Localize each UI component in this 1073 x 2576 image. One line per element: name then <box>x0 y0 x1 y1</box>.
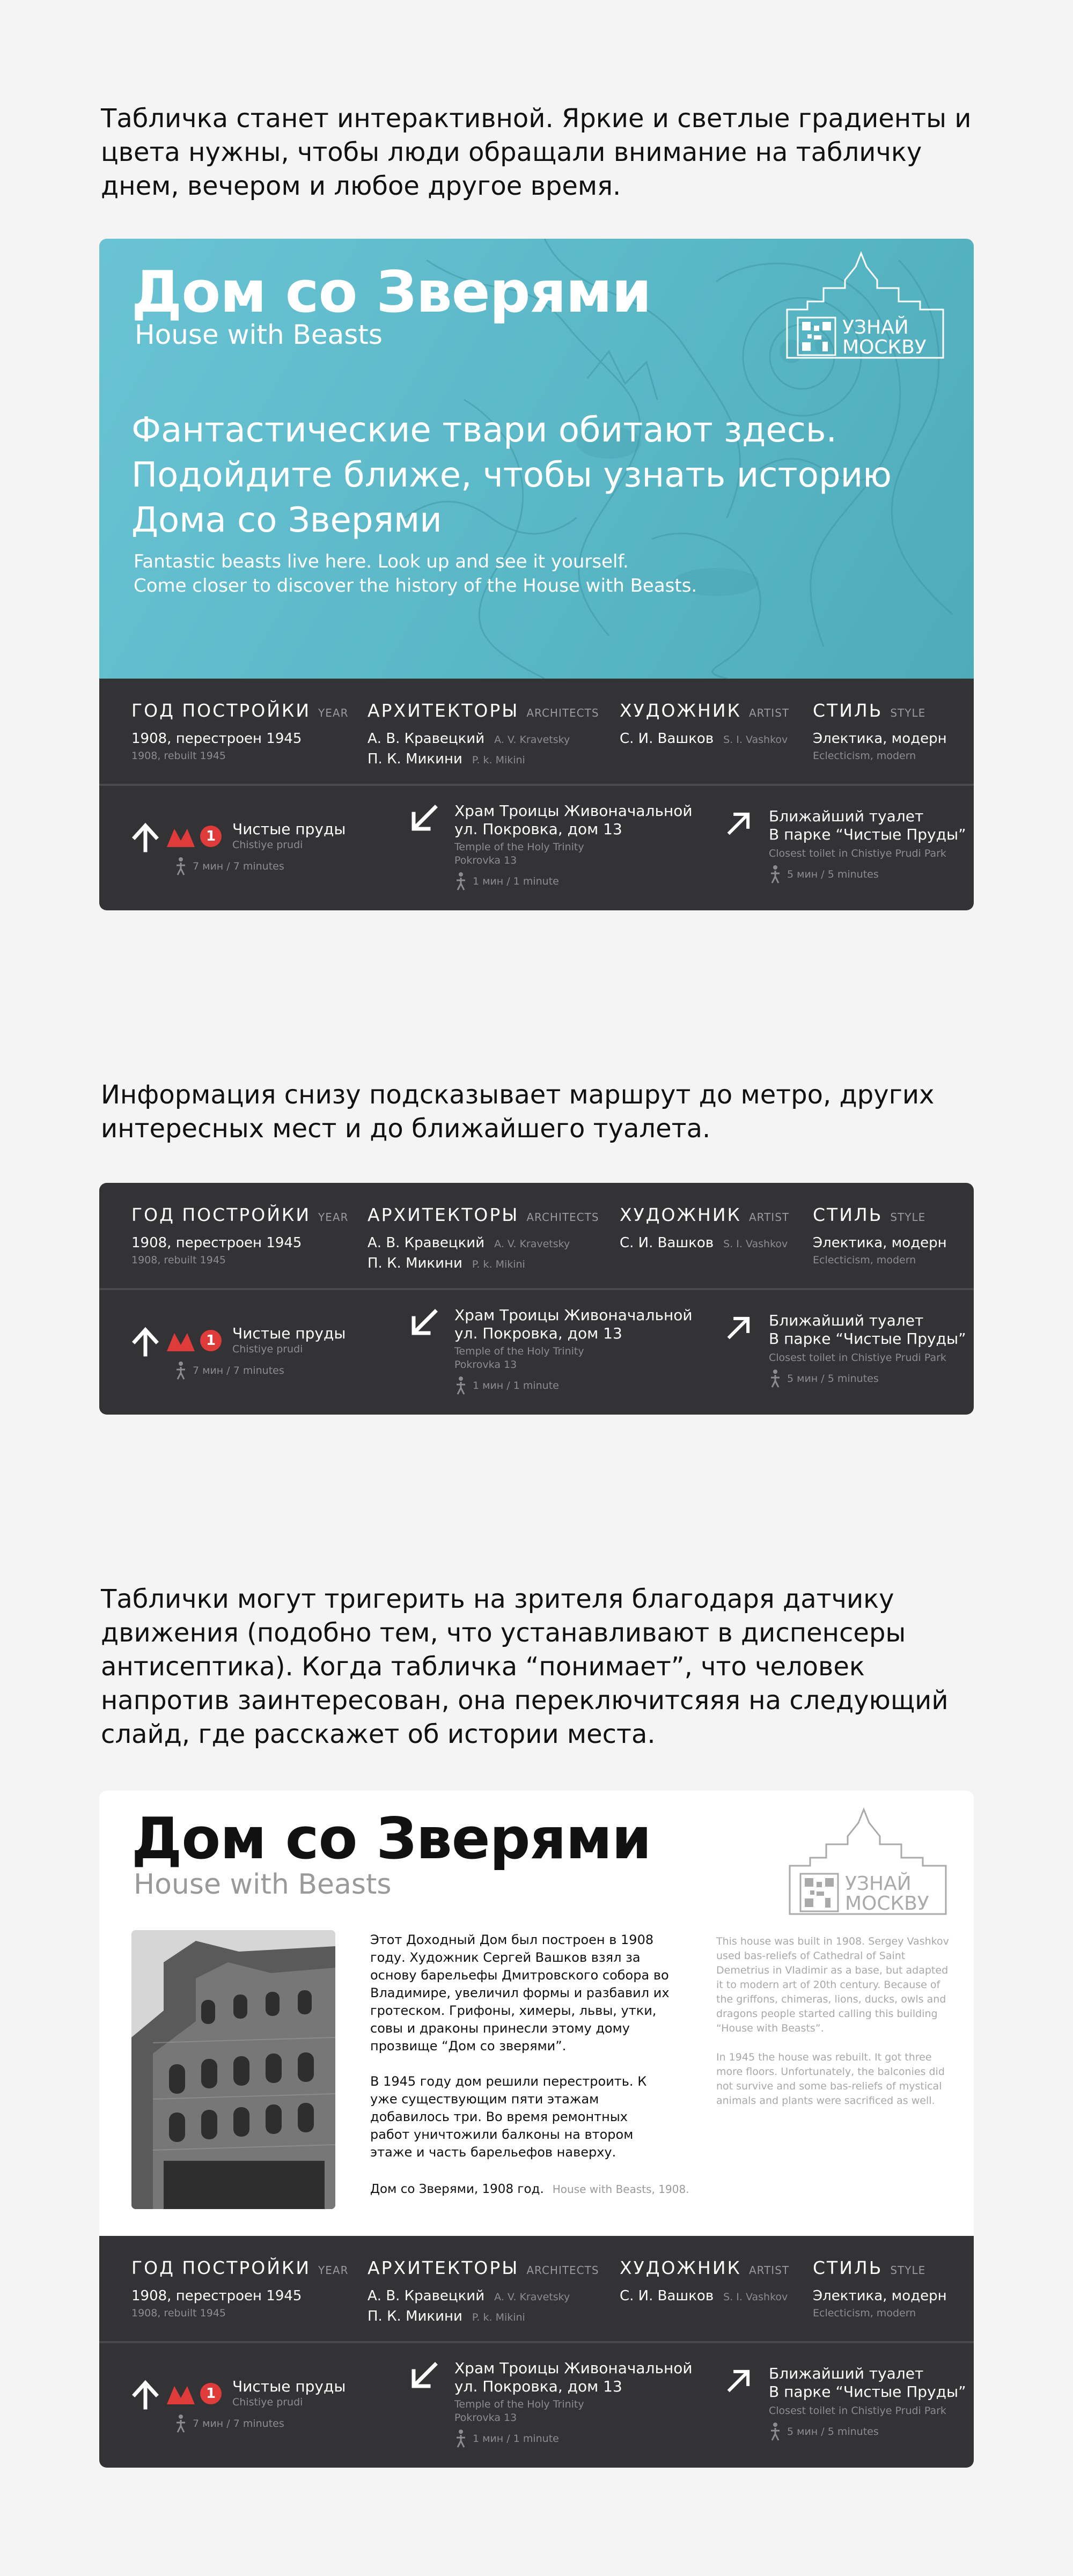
style-label: СТИЛЬ <box>813 1204 883 1225</box>
history-en-paragraph-1: This house was built in 1908. Sergey Vashkov used bas-reliefs of Cathedral of Saint Demetrius in Vladimir as a base, but adapted it to modern art of 20th century. Because of the griffons, chimeras, lions, ducks, owls and dragons people started calling this building “House with Beasts”. <box>716 1935 949 2034</box>
architect-2: П. К. Микини <box>368 751 462 767</box>
church-name-en: Temple of the Holy Trinity <box>454 2398 584 2410</box>
architect-2-en: P. k. Mikini <box>472 754 525 766</box>
year-value: 1908, перестроен 1945 <box>131 2288 302 2304</box>
intro-text-3: Таблички могут тригерить на зрителя благодаря датчику движения (подобно тем, что устанавливают в диспенсеры антисептика). Когда табличка “понимает”, что человек напротив заинтересован, она переключитсяяя на следующий слайд, где расскажет об истории места. <box>101 1584 949 1749</box>
hero-subtitle: House with Beasts <box>135 319 383 350</box>
year-label-en: YEAR <box>318 1211 349 1224</box>
metro-walk <box>174 1361 284 1380</box>
logo-line1: УЗНАЙ <box>842 317 909 338</box>
artist-label-en: ARTIST <box>748 2264 790 2277</box>
architect-1: А. В. Кравецкий <box>368 731 485 747</box>
hero-headline-en-line2: Come closer to discover the history of the House with Beasts. <box>134 575 697 597</box>
metro-name: Чистые пруды <box>232 820 346 838</box>
style-label: СТИЛЬ <box>813 2257 883 2278</box>
church-address: ул. Покровка, дом 13 <box>454 820 622 838</box>
sign-info <box>99 1183 974 1415</box>
toilet-walk <box>769 865 966 884</box>
metro-name-en: Chistiye prudi <box>232 2396 303 2408</box>
church-name-en: Temple of the Holy Trinity <box>454 1345 584 1357</box>
hero-panel <box>99 239 974 679</box>
history-slide <box>99 1791 974 2236</box>
church-address-en: Pokrovka 13 <box>454 1359 517 1371</box>
architects-label-en: ARCHITECTS <box>526 1211 599 1224</box>
metro-info <box>232 1324 346 1356</box>
artist-label: ХУДОЖНИК <box>620 700 741 721</box>
church-walk-time: 1 мин / 1 minute <box>473 875 559 887</box>
toilet-info <box>769 1312 966 1388</box>
style-value-en: Eclecticism, modern <box>813 750 916 762</box>
walking-person-icon <box>174 857 187 876</box>
artist-label-en: ARTIST <box>748 1211 790 1224</box>
hero-headline: Фантастические твари обитают здесь. Подойдите ближе, чтобы узнать историю Дома со Зверями <box>131 410 892 540</box>
year-label-en: YEAR <box>318 2264 349 2277</box>
metro-name-en: Chistiye prudi <box>232 839 303 851</box>
architects-label-en: ARCHITECTS <box>526 2264 599 2277</box>
info-panel <box>99 2236 974 2468</box>
artist-label: ХУДОЖНИК <box>620 1204 741 1225</box>
artist-value: С. И. Вашков <box>620 731 714 747</box>
architects-column <box>368 2257 599 2324</box>
year-value: 1908, перестроен 1945 <box>131 731 302 747</box>
info-row <box>99 2236 974 2343</box>
architect-2: П. К. Микини <box>368 2308 462 2324</box>
metro-line-badge: 1 <box>200 1330 222 1351</box>
style-value: Электика, модерн <box>813 1235 947 1251</box>
church-walk <box>454 2429 693 2448</box>
metro-logo-icon <box>166 2384 196 2405</box>
style-label-en: STYLE <box>890 2264 926 2277</box>
church-info <box>454 1306 693 1395</box>
metro-logo-icon <box>166 827 196 848</box>
walking-person-icon <box>454 1376 467 1395</box>
architect-2-en: P. k. Mikini <box>472 1258 525 1270</box>
toilet-walk-time: 5 мин / 5 minutes <box>787 1373 879 1385</box>
church-walk-time: 1 мин / 1 minute <box>473 2433 559 2445</box>
artist-value-en: S. I. Vashkov <box>723 2291 788 2303</box>
artist-value-en: S. I. Vashkov <box>723 734 788 746</box>
logo-line2: МОСКВУ <box>845 1893 929 1915</box>
history-ru-paragraph-1: Этот Доходный Дом был построен в 1908 году. Художник Сергей Вашков взял за основу барельефы Дмитровского собора во Владимире, увеличил формы и разбавил их гротеском. Грифоны, химеры, львы, утки, совы и драконы принесли этому дому прозвище “Дом со зверями”. <box>370 1932 670 2054</box>
toilet-walk-time: 5 мин / 5 minutes <box>787 2426 879 2438</box>
church-name: Храм Троицы Живоначальной <box>454 2359 693 2377</box>
artist-column <box>620 700 789 747</box>
info-panel <box>99 679 974 910</box>
uznai-moskvu-logo <box>786 251 944 363</box>
artist-label-en: ARTIST <box>748 706 790 719</box>
church-address: ул. Покровка, дом 13 <box>454 2378 622 2395</box>
sign-hero <box>99 239 974 910</box>
style-label: СТИЛЬ <box>813 700 883 721</box>
style-value-en: Eclecticism, modern <box>813 2307 916 2319</box>
arrow-up-icon <box>130 1327 160 1357</box>
hero-title: Дом со Зверями <box>131 259 651 325</box>
church-walk-time: 1 мин / 1 minute <box>473 1380 559 1392</box>
year-value-en: 1908, rebuilt 1945 <box>131 1254 226 1266</box>
artist-column <box>620 1204 789 1251</box>
year-label: ГОД ПОСТРОЙКИ <box>131 1204 311 1225</box>
metro-name-en: Chistiye prudi <box>232 1343 303 1355</box>
year-column <box>131 2257 348 2319</box>
artist-value-en: S. I. Vashkov <box>723 1238 788 1250</box>
intro-text-1: Табличка станет интерактивной. Яркие и светлые градиенты и цвета нужны, чтобы люди обращали внимание на табличку днем, вечером и любое другое время. <box>101 104 972 201</box>
architect-1: А. В. Кравецкий <box>368 2288 485 2304</box>
arrow-up-icon <box>130 822 160 852</box>
metro-walk <box>174 2414 284 2433</box>
architects-label: АРХИТЕКТОРЫ <box>368 700 519 721</box>
toilet-info <box>769 2365 966 2441</box>
style-label-en: STYLE <box>890 1211 926 1224</box>
metro-name: Чистые пруды <box>232 1324 346 1342</box>
uznai-moskvu-logo <box>789 1807 947 1919</box>
arrow-up-icon <box>130 2380 160 2410</box>
toilet-en: Closest toilet in Chistiye Prudi Park <box>769 2405 946 2417</box>
artist-label: ХУДОЖНИК <box>620 2257 741 2278</box>
history-text-en <box>716 1934 952 2123</box>
metro-line-badge: 1 <box>200 2383 222 2404</box>
year-value-en: 1908, rebuilt 1945 <box>131 750 226 762</box>
year-column <box>131 700 348 762</box>
year-label-en: YEAR <box>318 706 349 719</box>
history-text-ru <box>370 1931 671 2179</box>
metro-walk-time: 7 мин / 7 minutes <box>193 1365 284 1377</box>
metro-walk-time: 7 мин / 7 minutes <box>193 2418 284 2430</box>
photo-caption <box>370 2182 689 2196</box>
house-photo <box>131 1930 335 2209</box>
church-info <box>454 2359 693 2448</box>
metro-line-badge: 1 <box>200 826 222 847</box>
church-walk <box>454 872 693 891</box>
walking-person-icon <box>174 1361 187 1380</box>
toilet-en: Closest toilet in Chistiye Prudi Park <box>769 848 946 859</box>
walking-person-icon <box>174 2414 187 2433</box>
arrow-up-right-icon <box>726 1315 752 1341</box>
architects-label-en: ARCHITECTS <box>526 706 599 719</box>
toilet-en: Closest toilet in Chistiye Prudi Park <box>769 1352 946 1364</box>
artist-value: С. И. Вашков <box>620 2288 714 2304</box>
toilet-location: В парке “Чистые Пруды” <box>769 2383 966 2401</box>
architects-column <box>368 1204 599 1271</box>
photo-caption-en: House with Beasts, 1908. <box>552 2183 689 2196</box>
arrow-down-left-icon <box>409 2360 439 2390</box>
architects-label: АРХИТЕКТОРЫ <box>368 2257 519 2278</box>
toilet-walk <box>769 2422 966 2441</box>
metro-info <box>232 820 346 852</box>
year-value: 1908, перестроен 1945 <box>131 1235 302 1251</box>
metro-logo-icon <box>166 1331 196 1352</box>
slide-title: Дом со Зверями <box>131 1806 651 1872</box>
metro-name: Чистые пруды <box>232 2378 346 2395</box>
hero-headline-en <box>134 550 885 598</box>
walking-person-icon <box>769 865 782 884</box>
toilet-title: Ближайший туалет <box>769 807 924 825</box>
toilet-walk-time: 5 мин / 5 minutes <box>787 869 879 880</box>
artist-value: С. И. Вашков <box>620 1235 714 1251</box>
metro-walk-time: 7 мин / 7 minutes <box>193 860 284 872</box>
year-label: ГОД ПОСТРОЙКИ <box>131 2257 311 2278</box>
house-building-image <box>131 1930 335 2209</box>
style-value: Электика, модерн <box>813 2288 947 2304</box>
nav-row <box>99 1290 974 1415</box>
year-label: ГОД ПОСТРОЙКИ <box>131 700 311 721</box>
arrow-up-right-icon <box>726 811 752 836</box>
architect-2: П. К. Микини <box>368 1255 462 1271</box>
architect-2-en: P. k. Mikini <box>472 2312 525 2323</box>
architect-1-en: A. V. Kravetsky <box>494 2291 570 2303</box>
metro-walk <box>174 857 284 876</box>
metro-info <box>232 2378 346 2409</box>
walking-person-icon <box>454 872 467 891</box>
church-name-en: Temple of the Holy Trinity <box>454 841 584 853</box>
year-column <box>131 1204 348 1266</box>
photo-caption-ru: Дом со Зверями, 1908 год. <box>370 2182 544 2196</box>
toilet-title: Ближайший туалет <box>769 1312 924 1329</box>
info-row <box>99 679 974 786</box>
info-row <box>99 1183 974 1290</box>
toilet-walk <box>769 1369 966 1388</box>
intro-text-2: Информация снизу подсказывает маршрут до метро, других интересных мест и до ближайшего туалета. <box>101 1080 935 1144</box>
church-address-en: Pokrovka 13 <box>454 2412 517 2424</box>
toilet-location: В парке “Чистые Пруды” <box>769 1330 966 1348</box>
hero-headline-en-line1: Fantastic beasts live here. Look up and see it yourself. <box>134 551 629 572</box>
style-value: Электика, модерн <box>813 731 947 747</box>
architects-label: АРХИТЕКТОРЫ <box>368 1204 519 1225</box>
toilet-info <box>769 807 966 884</box>
style-column <box>813 2257 947 2319</box>
artist-column <box>620 2257 789 2304</box>
church-name: Храм Троицы Живоначальной <box>454 1306 693 1324</box>
info-panel <box>99 1183 974 1415</box>
architect-1: А. В. Кравецкий <box>368 1235 485 1251</box>
church-address: ул. Покровка, дом 13 <box>454 1324 622 1342</box>
architect-1-en: A. V. Kravetsky <box>494 1238 570 1250</box>
toilet-location: В парке “Чистые Пруды” <box>769 826 966 843</box>
architects-column <box>368 700 599 767</box>
history-ru-paragraph-2: В 1945 году дом решили перестроить. К уже существующим пяти этажам добавилось три. Во время ремонтных работ уничтожили балконы на втором этаже и часть барельефов наверху. <box>370 2074 647 2160</box>
walking-person-icon <box>454 2429 467 2448</box>
nav-row <box>99 2343 974 2468</box>
walking-person-icon <box>769 1369 782 1388</box>
church-walk <box>454 1376 693 1395</box>
walking-person-icon <box>769 2422 782 2441</box>
nav-row <box>99 786 974 910</box>
history-en-paragraph-2: In 1945 the house was rebuilt. It got three more floors. Unfortunately, the balconies did not survive and some bas-reliefs of mystical animals and plants were sacrificed as well. <box>716 2051 945 2107</box>
year-value-en: 1908, rebuilt 1945 <box>131 2307 226 2319</box>
church-info <box>454 802 693 891</box>
arrow-down-left-icon <box>409 1307 439 1337</box>
logo-line2: МОСКВУ <box>842 336 927 358</box>
arrow-up-right-icon <box>726 2368 752 2394</box>
sign-history <box>99 1791 974 2468</box>
style-value-en: Eclecticism, modern <box>813 1254 916 1266</box>
toilet-title: Ближайший туалет <box>769 2365 924 2382</box>
logo-line1: УЗНАЙ <box>845 1873 912 1895</box>
church-address-en: Pokrovka 13 <box>454 855 517 866</box>
church-name: Храм Троицы Живоначальной <box>454 802 693 820</box>
slide-subtitle: House with Beasts <box>134 1868 392 1901</box>
style-column <box>813 700 947 762</box>
style-label-en: STYLE <box>890 706 926 719</box>
architect-1-en: A. V. Kravetsky <box>494 734 570 746</box>
arrow-down-left-icon <box>409 803 439 833</box>
style-column <box>813 1204 947 1266</box>
